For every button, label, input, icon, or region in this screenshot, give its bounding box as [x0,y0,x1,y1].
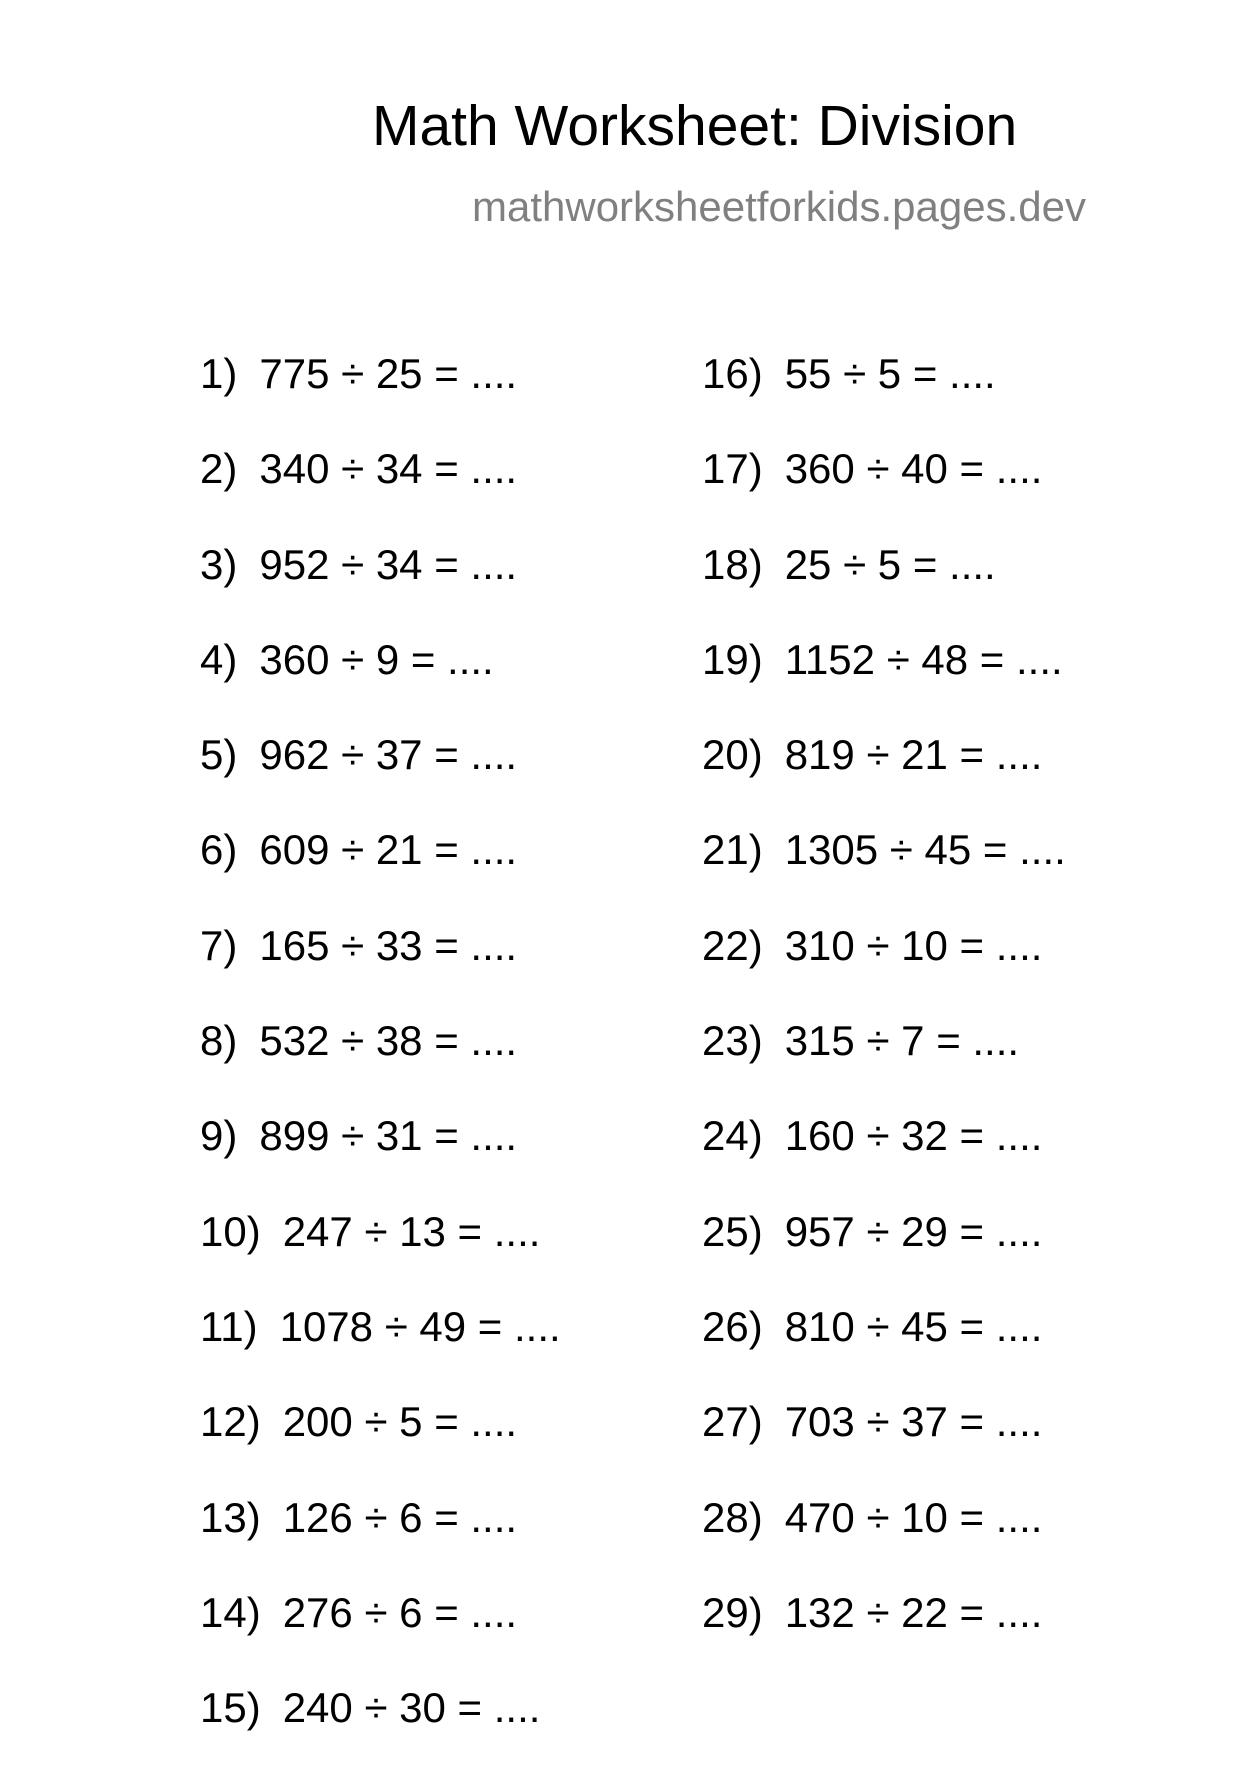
problem-number: 26) [702,1302,763,1350]
problem-expression: 819 ÷ 21 = .... [784,731,1043,779]
problem-number: 22) [702,921,763,969]
problem-number: 8) [200,1017,238,1065]
problem-expression: 899 ÷ 31 = .... [259,1112,518,1160]
problem-expression: 1152 ÷ 48 = .... [784,635,1063,683]
problem-expression: 703 ÷ 37 = .... [784,1398,1043,1446]
problem-expression: 470 ÷ 10 = .... [784,1493,1043,1541]
problem-number: 12) [200,1398,261,1446]
problem-number: 28) [702,1493,763,1541]
problem-item [702,635,1066,734]
worksheet-title: Math Worksheet: Division [372,94,1018,158]
problem-list-right [702,350,1066,1687]
problem-number: 25) [702,1207,763,1255]
problem-number: 7) [200,921,238,969]
problem-number: 11) [200,1302,258,1350]
problem-item [702,921,1066,1020]
problem-item [200,826,561,924]
problem-item [702,826,1066,924]
problem-expression: 55 ÷ 5 = .... [784,350,996,397]
problem-item [200,1207,561,1306]
problem-expression: 360 ÷ 40 = .... [784,445,1043,493]
problem-expression: 160 ÷ 32 = .... [784,1112,1043,1160]
problem-item [702,1207,1066,1306]
problem-expression: 25 ÷ 5 = .... [784,540,996,588]
problem-number: 2) [200,445,238,493]
problem-number: 14) [200,1588,261,1636]
problem-expression: 315 ÷ 7 = .... [784,1017,1020,1065]
problem-item [200,350,561,448]
problem-item [702,1302,1066,1401]
problem-expression: 240 ÷ 30 = .... [282,1684,541,1732]
problem-item [200,1017,561,1115]
problem-item [702,1112,1066,1210]
problem-expression: 340 ÷ 34 = .... [259,445,518,493]
problem-expression: 609 ÷ 21 = .... [259,826,518,874]
problem-expression: 360 ÷ 9 = .... [259,635,494,683]
problem-expression: 247 ÷ 13 = .... [282,1207,541,1255]
problem-item [200,731,561,829]
problem-number: 1) [200,350,238,397]
problem-number: 21) [702,826,763,874]
problem-number: 20) [702,731,763,779]
problem-number: 6) [200,826,238,874]
problem-list-left [200,350,561,1782]
problem-expression: 775 ÷ 25 = .... [259,350,518,397]
problem-number: 10) [200,1207,261,1255]
problem-expression: 1078 ÷ 49 = .... [279,1302,561,1350]
problem-item [702,350,1066,448]
problem-expression: 276 ÷ 6 = .... [282,1588,518,1636]
problem-number: 4) [200,635,238,683]
problem-number: 27) [702,1398,763,1446]
problem-expression: 200 ÷ 5 = .... [282,1398,518,1446]
problem-item [702,1398,1066,1496]
problem-item [200,540,561,639]
problem-item [200,921,561,1020]
problem-item [200,445,561,543]
problem-expression: 952 ÷ 34 = .... [259,540,518,588]
problem-item [702,445,1066,543]
problem-expression: 126 ÷ 6 = .... [282,1493,518,1541]
problem-number: 13) [200,1493,261,1541]
problem-item [200,635,561,734]
problem-number: 18) [702,540,763,588]
problem-number: 19) [702,635,763,683]
problem-number: 9) [200,1112,238,1160]
problem-expression: 132 ÷ 22 = .... [784,1588,1043,1636]
problem-item [200,1398,561,1496]
problem-expression: 532 ÷ 38 = .... [259,1017,518,1065]
problem-item [702,540,1066,639]
problem-expression: 310 ÷ 10 = .... [784,921,1043,969]
problem-expression: 962 ÷ 37 = .... [259,731,518,779]
problem-item [702,1017,1066,1115]
problem-item [200,1112,561,1210]
problem-number: 5) [200,731,238,779]
problem-number: 29) [702,1588,763,1636]
problem-number: 23) [702,1017,763,1065]
problem-number: 17) [702,445,763,493]
problem-expression: 1305 ÷ 45 = .... [784,826,1066,874]
problem-expression: 957 ÷ 29 = .... [784,1207,1043,1255]
problem-number: 16) [702,350,763,397]
problem-number: 24) [702,1112,763,1160]
website-url: mathworksheetforkids.pages.dev [472,183,1086,230]
problem-item [702,1588,1066,1687]
problem-item [702,731,1066,829]
problem-number: 3) [200,540,238,588]
problem-item [200,1493,561,1592]
problem-number: 15) [200,1684,261,1732]
problem-expression: 165 ÷ 33 = .... [259,921,518,969]
problem-item [200,1588,561,1687]
problem-item [200,1302,561,1401]
problem-item [702,1493,1066,1592]
problem-item [200,1684,561,1782]
problem-expression: 810 ÷ 45 = .... [784,1302,1043,1350]
